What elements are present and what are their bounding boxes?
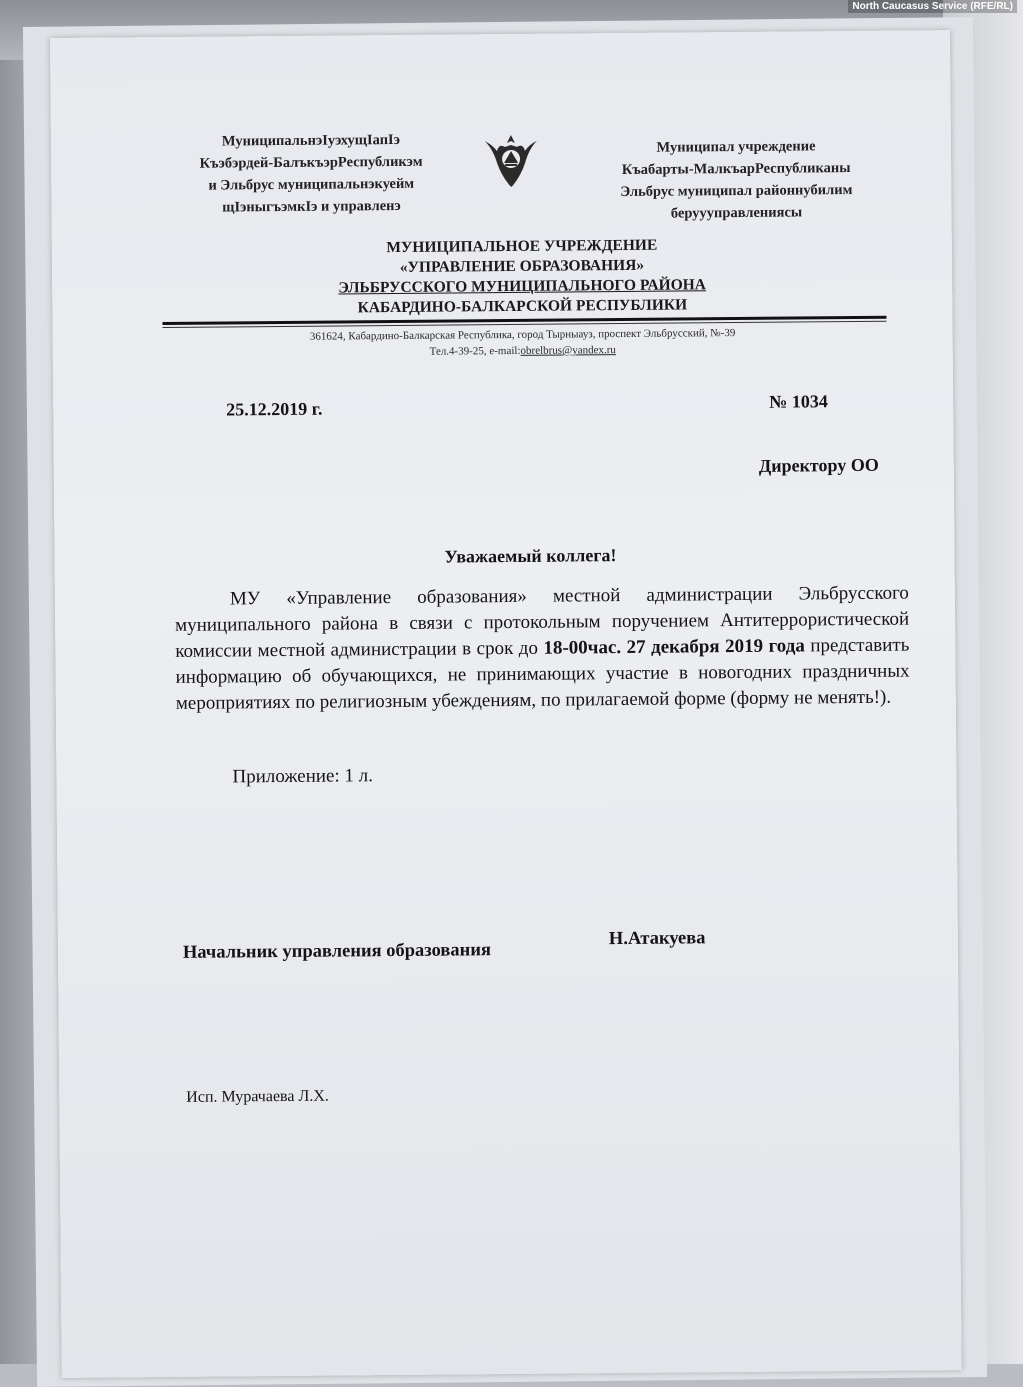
body-deadline: 18-00час. 27 декабря 2019 года [543,635,805,659]
institution-line: ЭЛЬБРУССКОГО МУНИЦИПАЛЬНОГО РАЙОНА [338,276,707,297]
header-right-line: беруууправлениясы [670,204,803,222]
header-right-line: Муниципал учреждение [656,138,816,156]
body-text-1: МУ «Управление образования» местной администрации Эльбрусского муниципального района в связи с протокольным поручением Антитеррористической комиссии местной администрации в срок до [175,582,910,662]
salutation: Уважаемый коллега! [444,545,617,567]
body-paragraph [175,581,910,717]
header-right-line: Эльбрус муниципал районнубилим [620,182,853,201]
header-left-line: Къэбэрдей-БалъкъэрРеспубликэм [199,153,423,172]
watermark: North Caucasus Service (RFE/RL) [848,0,1017,13]
header-right-line: Къабарты-МалкъарРеспубликаны [621,160,851,179]
address-line: 361624, Кабардино-Балкарская Республика, город Тырныауз, проспект Эльбрусский, №-39 [309,327,736,343]
letter-number: № 1034 [769,391,828,412]
letter-body [175,581,910,717]
coat-of-arms-icon [479,129,544,192]
phone-text: Тел.4-39-25, e-mail: [429,344,521,358]
letter-sheet [50,30,962,1378]
address-block [233,324,813,361]
attachment-note: Приложение: 1 л. [232,765,374,788]
header-right-balkar [591,135,882,226]
email-link[interactable]: obrelbrus@yandex.ru [520,344,616,357]
recipient: Директору ОО [758,454,879,476]
executor: Исп. Мурачаева Л.Х. [186,1087,329,1106]
institution-line: МУНИЦИПАЛЬНОЕ УЧРЕЖДЕНИЕ [386,236,658,257]
institution-line: «УПРАВЛЕНИЕ ОБРАЗОВАНИЯ» [399,256,645,276]
signer-title: Начальник управления образования [182,940,492,963]
letter-date: 25.12.2019 г. [226,398,323,420]
signer-name: Н.Атакуева [608,928,706,950]
institution-line: КАБАРДИНО-БАЛКАРСКОЙ РЕСПУБЛИКИ [357,296,688,317]
header-left-line: щIэныгъэмкIэ и управленэ [222,197,401,216]
body-text-2: представить информацию об обучающихся, не принимающих участие в новогодних праздничных мероприятиях по религиозным убеждениям, по прилагаемой форме (форму не менять!). [175,634,910,714]
header-left-kabardian [161,128,462,219]
header-left-line: и Эльбрус муниципальнэкуейм [208,175,415,194]
header-left-line: МуниципальнэIуэхущIапIэ [221,131,401,150]
institution-name [282,235,763,319]
